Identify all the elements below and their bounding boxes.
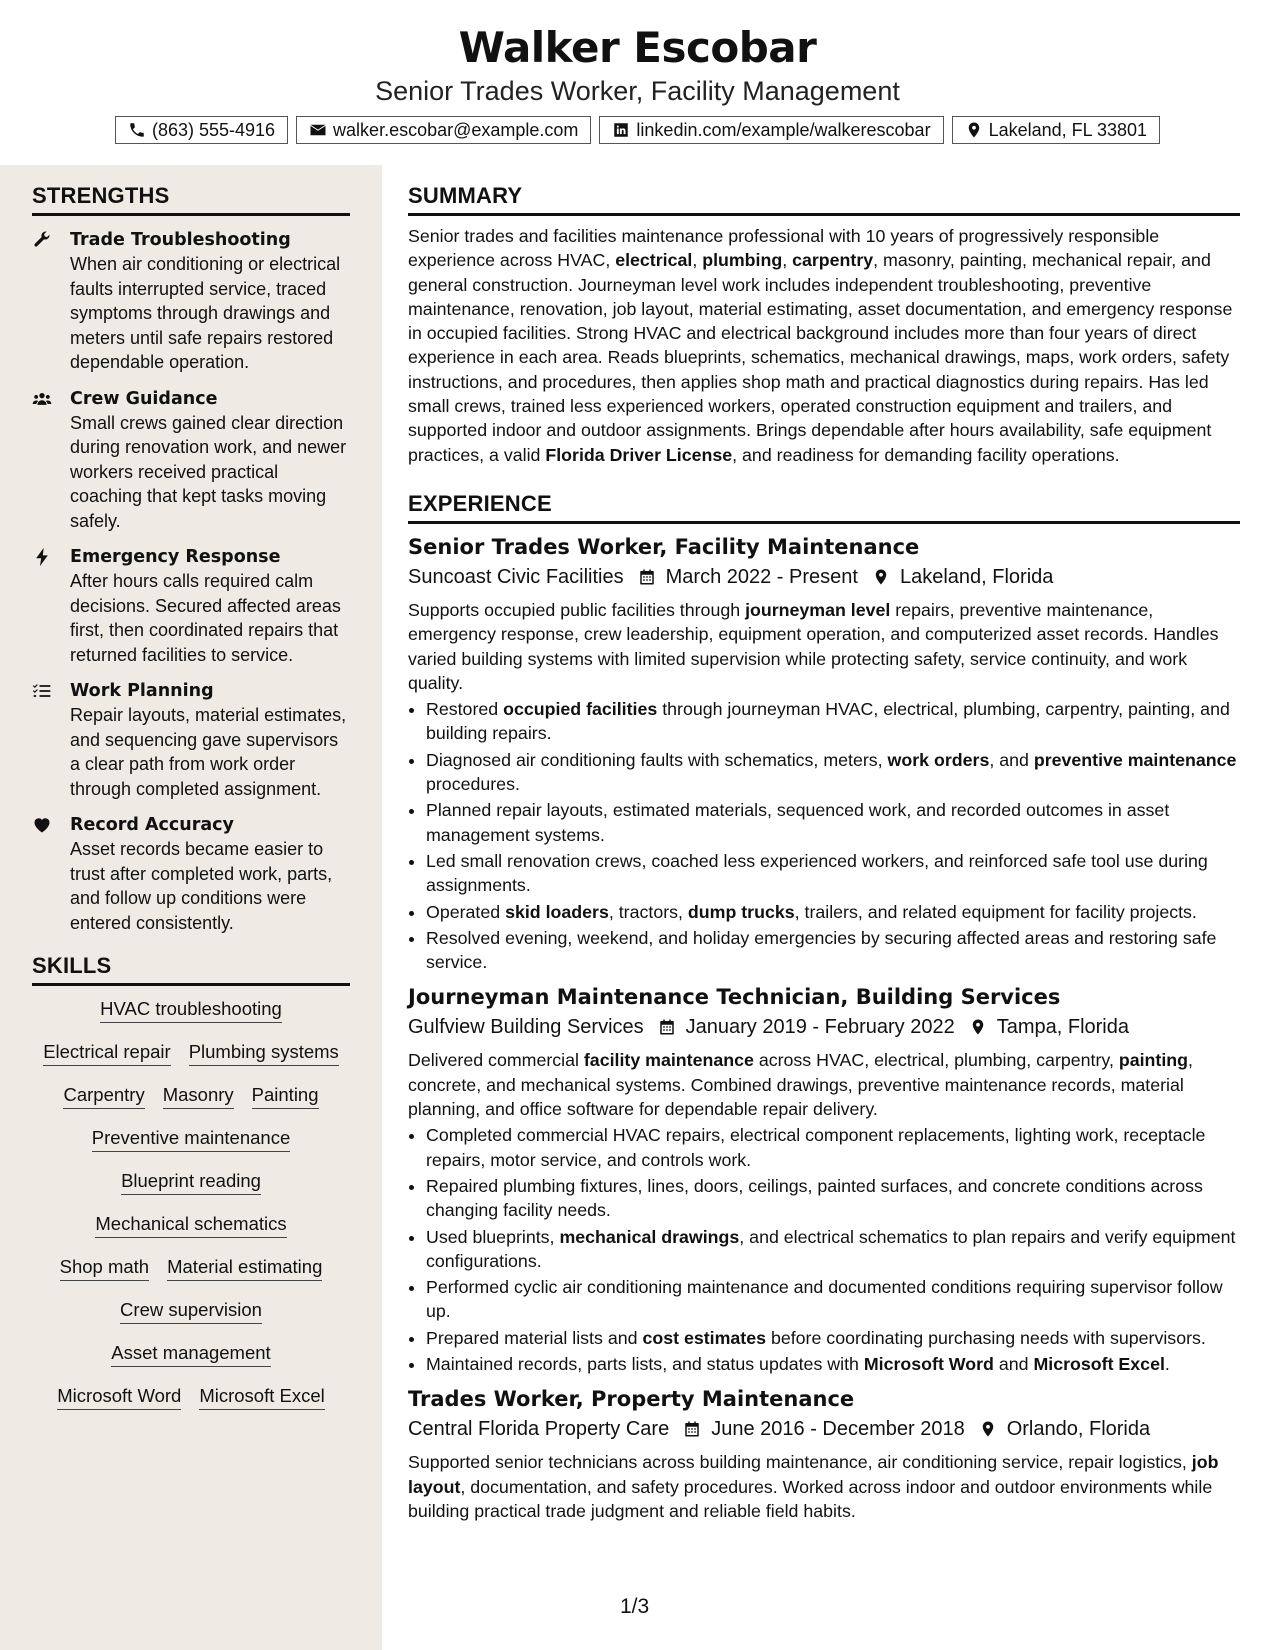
strengths-heading: STRENGTHS xyxy=(32,183,350,216)
job-meta xyxy=(408,1414,1240,1444)
users-icon xyxy=(32,389,52,409)
calendar-icon xyxy=(658,1018,676,1036)
strength-item xyxy=(32,545,350,667)
emphasis: Florida Driver License xyxy=(545,444,733,465)
job-entry xyxy=(408,982,1240,1376)
contact-linkedin[interactable] xyxy=(599,116,943,144)
job-description: Supports occupied public facilities through journeyman level repairs, preventive maintenance, emergency response, crew leadership, equipment operation, and computerized asset records. Handles varied building systems with limited supervision while protecting safety, service continuity, and work quality. xyxy=(408,599,1219,693)
phone-text: (863) 555-4916 xyxy=(151,119,276,140)
contact-phone[interactable] xyxy=(115,116,288,144)
job-dates: June 2016 - December 2018 xyxy=(711,1418,965,1441)
emphasis: facility maintenance xyxy=(583,1050,754,1071)
skill-tag: HVAC troubleshooting xyxy=(100,998,282,1023)
map-pin-icon xyxy=(965,121,983,139)
bullet-item: • Used blueprints, mechanical drawings, and electrical schematics to plan repairs and verify equipment configurations. xyxy=(426,1225,1240,1274)
bullet-item: • Planned repair layouts, estimated materials, sequenced work, and recorded outcomes in asset management systems. xyxy=(426,798,1240,847)
emphasis: cost estimates xyxy=(642,1327,766,1348)
job-title: Trades Worker, Property Maintenance xyxy=(408,1387,855,1412)
bullet-item: • Repaired plumbing fixtures, lines, doors, ceilings, painted surfaces, and concrete conditions across changing facility needs. xyxy=(426,1174,1240,1223)
contact-email[interactable] xyxy=(296,116,591,144)
candidate-name: Walker Escobar xyxy=(458,23,817,72)
map-pin-icon xyxy=(872,568,890,586)
bullet-item: • Diagnosed air conditioning faults with schematics, meters, work orders, and preventive maintenance procedures. xyxy=(426,748,1240,797)
skill-row xyxy=(32,1041,350,1066)
job-description: Supported senior technicians across building maintenance, air conditioning service, repair logistics, job layout, documentation, and safety procedures. Worked across indoor and outdoor environments while building practical trade judgment and reliable field habits. xyxy=(408,1452,1219,1521)
experience-list xyxy=(408,532,1240,1523)
sidebar xyxy=(0,165,382,1650)
emphasis: mechanical drawings xyxy=(559,1226,740,1247)
skill-tag: Shop math xyxy=(60,1256,149,1281)
map-pin-icon xyxy=(979,1420,997,1438)
job-bullets xyxy=(408,697,1240,974)
job-entry xyxy=(408,532,1240,974)
bullet-item: • Operated skid loaders, tractors, dump trucks, trailers, and related equipment for facility projects. xyxy=(426,900,1240,924)
job-location: Lakeland, Florida xyxy=(899,565,1054,588)
contact-bar xyxy=(0,116,1275,144)
strength-description: After hours calls required calm decisions. Secured affected areas first, then coordinated repairs that returned facilities to service. xyxy=(70,571,341,665)
bullet-item: • Restored occupied facilities through journeyman HVAC, electrical, plumbing, carpentry, painting, and building repairs. xyxy=(426,697,1240,746)
job-dates: January 2019 - February 2022 xyxy=(685,1016,955,1039)
candidate-title: Senior Trades Worker, Facility Management xyxy=(375,76,900,106)
strength-description: Asset records became easier to trust after completed work, parts, and follow up conditions were entered consistently. xyxy=(70,839,333,933)
skill-tag: Painting xyxy=(252,1084,319,1109)
job-company: Suncoast Civic Facilities xyxy=(408,565,624,588)
job-description: Delivered commercial facility maintenance across HVAC, electrical, plumbing, carpentry, painting, concrete, and mechanical systems. Combined drawings, preventive maintenance records, material planning, and office software for dependable repair delivery. xyxy=(408,1050,1193,1120)
strength-title: Record Accuracy xyxy=(70,815,234,835)
strength-description: Repair layouts, material estimates, and sequencing gave supervisors a clear path from work order through completed assignment. xyxy=(70,705,347,799)
skill-row xyxy=(32,1084,350,1109)
bullet-item: • Performed cyclic air conditioning maintenance and documented conditions requiring supervisor follow up. xyxy=(426,1275,1240,1324)
contact-location[interactable] xyxy=(952,116,1160,144)
job-meta xyxy=(408,562,1240,592)
strength-description: Small crews gained clear direction during renovation work, and newer workers received practical coaching that kept tasks moving safely. xyxy=(70,412,347,531)
emphasis: journeyman level xyxy=(745,599,891,620)
skill-tag: Electrical repair xyxy=(43,1041,171,1066)
experience-heading: EXPERIENCE xyxy=(408,473,1240,524)
phone-icon xyxy=(128,121,146,139)
emphasis: electrical xyxy=(615,250,693,271)
summary-text: Senior trades and facilities maintenance professional with 10 years of progressively responsible experience across HVAC, electrical, plumbing, carpentry, masonry, painting, mechanical repair, and general construction. Journeyman level work includes independent troubleshooting, preventive maintenance, renovation, job layout, material estimating, asset documentation, and emergency response in occupied facilities. Strong HVAC and electrical background includes more than four years of direct experience in each area. Reads blueprints, schematics, mechanical drawings, maps, work orders, safety instructions, and procedures, then applies shop math and practical diagnostics during repairs. Has led small crews, trained less experienced workers, operated construction equipment and trailers, and supported indoor and outdoor assignments. Brings dependable after hours availability, safe equipment practices, a valid Florida Driver License, and readiness for demanding facility operations. xyxy=(408,226,1233,465)
skill-row xyxy=(32,1385,350,1410)
list-check-icon xyxy=(32,681,52,701)
strength-item xyxy=(32,387,350,534)
skill-row xyxy=(32,1127,350,1152)
emphasis: skid loaders xyxy=(505,901,609,922)
skill-tag: Masonry xyxy=(163,1084,234,1109)
emphasis: job layout xyxy=(408,1452,1219,1497)
linkedin-text: linkedin.com/example/walkerescobar xyxy=(636,119,931,140)
job-location: Orlando, Florida xyxy=(1006,1418,1151,1441)
job-entry xyxy=(408,1384,1240,1523)
emphasis: plumbing xyxy=(702,250,783,271)
map-pin-icon xyxy=(969,1018,987,1036)
bolt-icon xyxy=(32,547,52,567)
skill-tag: Plumbing systems xyxy=(189,1041,339,1066)
skill-row xyxy=(32,1299,350,1324)
emphasis: Microsoft Excel xyxy=(1033,1353,1165,1374)
strength-title: Work Planning xyxy=(70,681,214,701)
job-meta xyxy=(408,1012,1240,1042)
job-title: Senior Trades Worker, Facility Maintenance xyxy=(408,534,920,559)
skill-row xyxy=(32,1213,350,1238)
job-location: Tampa, Florida xyxy=(996,1016,1129,1039)
emphasis: occupied facilities xyxy=(503,699,658,720)
strengths-list xyxy=(32,228,350,935)
summary-heading: SUMMARY xyxy=(408,165,1240,216)
job-title: Journeyman Maintenance Technician, Building Services xyxy=(408,985,1061,1010)
calendar-icon xyxy=(683,1420,701,1438)
page-indicator: 1/3 xyxy=(620,1595,650,1618)
location-text: Lakeland, FL 33801 xyxy=(988,119,1148,140)
skill-row xyxy=(32,1342,350,1367)
bullet-item: • Maintained records, parts lists, and status updates with Microsoft Word and Microsoft Excel. xyxy=(426,1352,1240,1376)
linkedin-icon xyxy=(612,121,630,139)
skill-tag: Material estimating xyxy=(167,1256,322,1281)
skill-row xyxy=(32,998,350,1023)
skill-tag: Blueprint reading xyxy=(121,1170,261,1195)
strength-description: When air conditioning or electrical faults interrupted service, traced symptoms through drawings and meters until safe repairs restored dependable operation. xyxy=(70,254,341,372)
job-company: Gulfview Building Services xyxy=(408,1016,644,1039)
skill-tag: Microsoft Excel xyxy=(199,1385,324,1410)
main-content xyxy=(408,165,1240,1523)
calendar-icon xyxy=(638,568,656,586)
skill-row xyxy=(32,1170,350,1195)
emphasis: painting xyxy=(1118,1050,1188,1071)
envelope-icon xyxy=(309,121,327,139)
strength-title: Trade Troubleshooting xyxy=(70,230,291,250)
wrench-icon xyxy=(32,230,52,250)
strength-item xyxy=(32,228,350,375)
emphasis: carpentry xyxy=(792,250,874,271)
emphasis: dump trucks xyxy=(687,901,795,922)
skill-tag: Carpentry xyxy=(63,1084,144,1109)
emphasis: preventive maintenance xyxy=(1033,749,1237,770)
bullet-item: • Resolved evening, weekend, and holiday emergencies by securing affected areas and restoring safe service. xyxy=(426,926,1240,975)
skill-tag: Asset management xyxy=(111,1342,270,1367)
bullet-item: • Prepared material lists and cost estimates before coordinating purchasing needs with supervisors. xyxy=(426,1326,1240,1350)
heart-icon xyxy=(32,815,52,835)
strength-title: Emergency Response xyxy=(70,547,281,567)
skills-heading: SKILLS xyxy=(32,953,350,986)
bullet-item: • Completed commercial HVAC repairs, electrical component replacements, lighting work, receptacle repairs, motor service, and controls work. xyxy=(426,1123,1240,1172)
emphasis: work orders xyxy=(887,749,990,770)
strength-title: Crew Guidance xyxy=(70,388,218,409)
job-bullets xyxy=(408,1123,1240,1376)
skill-tag: Preventive maintenance xyxy=(92,1127,290,1152)
job-company: Central Florida Property Care xyxy=(408,1418,670,1441)
strength-item xyxy=(32,679,350,801)
bullet-item: • Led small renovation crews, coached less experienced workers, and reinforced safe tool use during assignments. xyxy=(426,849,1240,898)
strength-item xyxy=(32,813,350,935)
skill-tag: Mechanical schematics xyxy=(95,1213,286,1238)
skills-list xyxy=(32,998,350,1410)
job-dates: March 2022 - Present xyxy=(665,565,858,588)
skill-row xyxy=(32,1256,350,1281)
resume-header xyxy=(0,0,1275,144)
emphasis: Microsoft Word xyxy=(863,1353,994,1374)
email-text: walker.escobar@example.com xyxy=(333,119,579,140)
skill-tag: Microsoft Word xyxy=(57,1385,181,1410)
skill-tag: Crew supervision xyxy=(120,1299,262,1324)
